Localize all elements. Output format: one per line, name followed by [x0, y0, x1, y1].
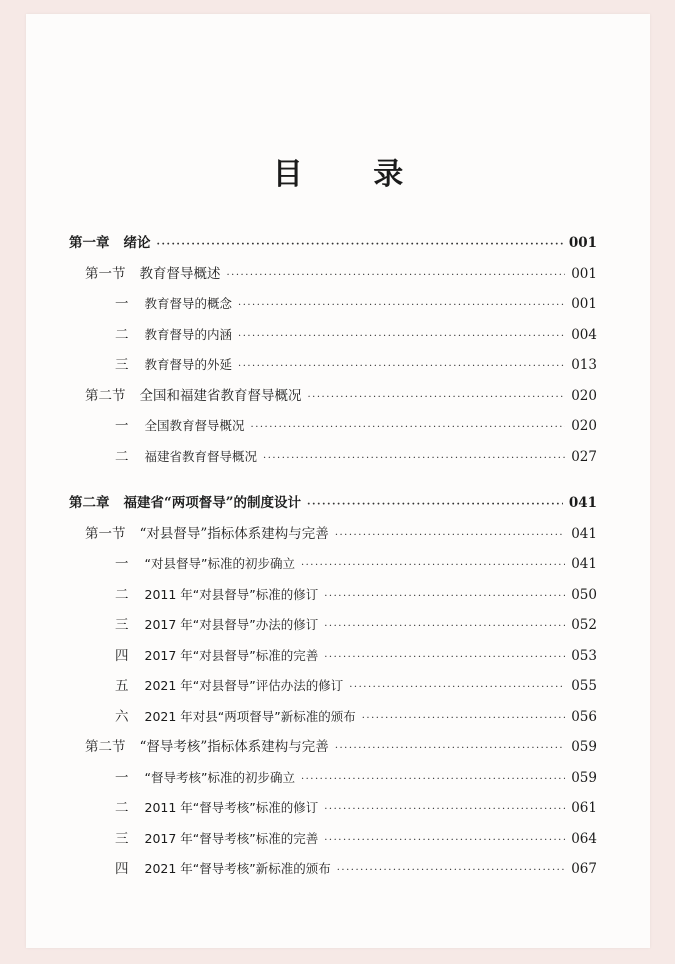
toc-title: 教育督导的概念	[144, 296, 233, 311]
toc-entry-item	[69, 671, 597, 702]
leader-dots	[301, 765, 565, 796]
toc-entry-item	[69, 641, 597, 672]
leader-dots	[335, 521, 565, 552]
toc-page-number: 056	[571, 708, 597, 725]
toc-number: 一	[115, 418, 129, 434]
toc-entry-item	[69, 793, 597, 824]
toc-entry-item	[69, 580, 597, 611]
toc-number: 第一章	[69, 235, 110, 251]
leader-dots	[324, 795, 565, 826]
leader-dots	[301, 551, 565, 582]
toc-title: 教育督导的外延	[144, 357, 233, 372]
toc-entry-section	[69, 259, 597, 290]
toc-title: 2021 年“督导考核”新标准的颁布	[144, 861, 331, 876]
toc-page-number: 067	[571, 861, 597, 877]
toc-title: 2021 年“对县督导”评估办法的修订	[144, 678, 344, 693]
toc-page-number: 027	[571, 448, 597, 465]
toc-title: 2011 年“对县督导”标准的修订	[144, 586, 319, 602]
leader-dots	[362, 704, 565, 735]
toc-page-number: 041	[571, 556, 597, 572]
leader-dots	[263, 444, 565, 475]
toc-entry-item	[69, 411, 597, 442]
toc-entry-section	[69, 732, 597, 763]
toc-entry-item	[69, 320, 597, 351]
toc-title: 绪论	[123, 235, 151, 251]
leader-dots	[238, 352, 565, 383]
book-page	[26, 14, 650, 948]
toc-number: 五	[115, 678, 129, 694]
toc-title: 教育督导概述	[139, 265, 221, 282]
toc-page-number: 001	[571, 265, 597, 282]
toc-entry-item	[69, 854, 597, 885]
toc-title: 福建省“两项督导”的制度设计	[123, 495, 302, 511]
toc-number: 二	[115, 800, 129, 816]
leader-dots	[324, 826, 565, 857]
toc-entry-chapter	[69, 488, 597, 519]
toc-title: 全国和福建省教育督导概况	[139, 387, 302, 404]
toc-title: 全国教育督导概况	[144, 418, 245, 433]
toc-title: 福建省教育督导概况	[144, 448, 258, 464]
toc-title: “督导考核”指标体系建构与完善	[139, 739, 329, 755]
toc-entry-section	[69, 519, 597, 550]
leader-dots	[251, 413, 566, 444]
leader-dots	[238, 291, 565, 322]
toc-page-number: 020	[571, 387, 597, 404]
toc-number: 第一节	[85, 525, 126, 542]
toc-entry-item	[69, 824, 597, 855]
toc-entry-item	[69, 442, 597, 473]
toc-number: 六	[115, 708, 129, 725]
toc-title: 教育督导的内涵	[144, 326, 233, 342]
toc-page-number: 055	[571, 678, 597, 694]
toc-number: 二	[115, 326, 129, 343]
toc-page-number: 053	[571, 647, 597, 664]
toc-page-number: 064	[571, 830, 597, 847]
toc-number: 第二节	[85, 387, 126, 404]
page-title: 目 录	[272, 157, 434, 192]
toc-entry-item	[69, 610, 597, 641]
toc-title: 2017 年“督导考核”标准的完善	[144, 830, 319, 846]
leader-dots	[324, 582, 565, 613]
toc-page-number: 061	[571, 800, 597, 816]
toc-page-number: 052	[571, 617, 597, 633]
leader-dots	[307, 490, 563, 521]
toc-page-number: 004	[571, 326, 597, 343]
leader-dots	[324, 643, 565, 674]
toc-number: 一	[115, 769, 129, 786]
toc-title: 2011 年“督导考核”标准的修订	[144, 800, 319, 815]
leader-dots	[335, 734, 565, 765]
toc-entry-item	[69, 289, 597, 320]
leader-dots	[324, 612, 565, 643]
toc-page-number: 001	[568, 235, 597, 251]
toc-page-number: 013	[571, 357, 597, 373]
toc-number: 二	[115, 586, 129, 603]
toc-number: 一	[115, 296, 129, 312]
leader-dots	[349, 673, 565, 704]
toc-entry-item	[69, 763, 597, 794]
toc-entry-section	[69, 381, 597, 412]
toc-title: “对县督导”指标体系建构与完善	[139, 525, 329, 542]
toc-title: 2021 年对县“两项督导”新标准的颁布	[144, 708, 356, 724]
toc-page-number: 059	[571, 739, 597, 755]
toc-title: 2017 年“对县督导”标准的完善	[144, 647, 319, 663]
leader-dots	[157, 230, 563, 261]
toc-number: 四	[115, 861, 129, 877]
leader-dots	[238, 322, 565, 353]
toc-page-number: 020	[571, 418, 597, 434]
toc-title: 2017 年“对县督导”办法的修订	[144, 617, 319, 632]
leader-dots	[337, 856, 565, 887]
leader-dots	[308, 383, 566, 414]
leader-dots	[227, 261, 566, 292]
toc-number: 四	[115, 647, 129, 664]
toc-entry-item	[69, 350, 597, 381]
toc-number: 第一节	[85, 265, 126, 282]
toc-number: 一	[115, 556, 129, 572]
toc-number: 第二节	[85, 739, 126, 755]
toc-page-number: 041	[568, 495, 597, 511]
toc-page-number: 001	[571, 296, 597, 312]
toc-number: 第二章	[69, 495, 110, 511]
toc-number: 二	[115, 448, 129, 465]
toc-title: “对县督导”标准的初步确立	[144, 556, 295, 571]
toc-page-number: 050	[571, 586, 597, 603]
toc-number: 三	[115, 617, 129, 633]
toc-entry-chapter	[69, 228, 597, 259]
toc-number: 三	[115, 830, 129, 847]
toc-number: 三	[115, 357, 129, 373]
toc-entry-item	[69, 549, 597, 580]
toc-title: “督导考核”标准的初步确立	[144, 769, 295, 785]
toc-page-number: 041	[571, 525, 597, 542]
table-of-contents	[69, 228, 597, 885]
toc-page-number: 059	[571, 769, 597, 786]
toc-entry-item	[69, 702, 597, 733]
